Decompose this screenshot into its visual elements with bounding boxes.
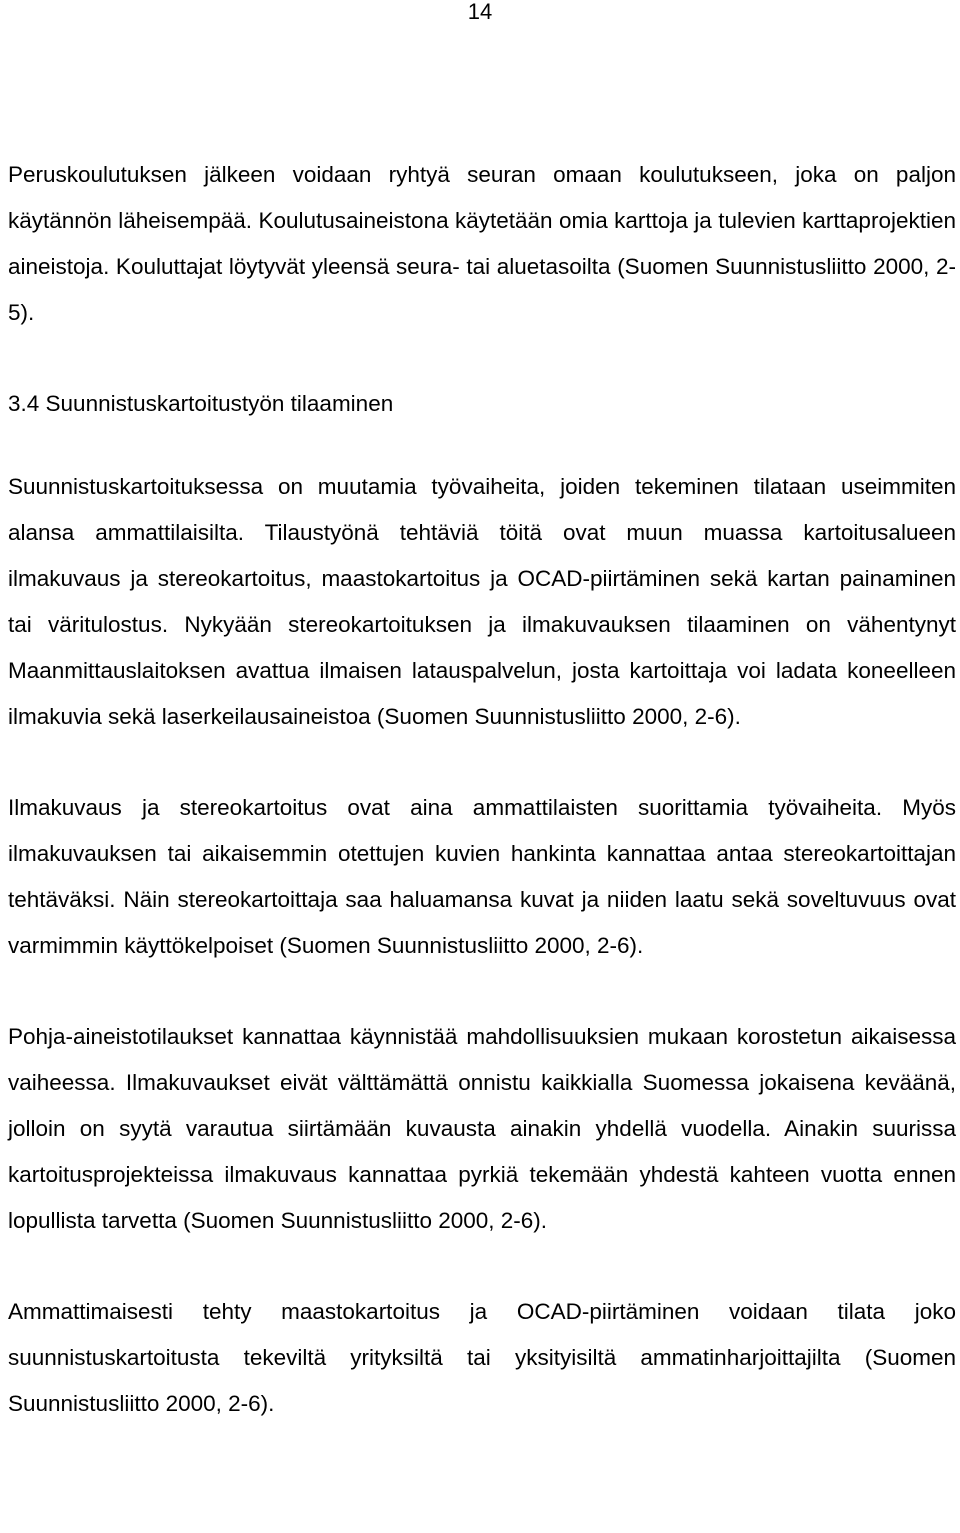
paragraph-base-material-orders: Pohja-aineistotilaukset kannattaa käynnistää mahdollisuuksien mukaan korostetun aikaisessa vaiheessa. Ilmakuvaukset eivät välttämättä onnistu kaikkialla Suomessa jokaisena keväänä, jolloin on syytä varautua siirtämään kuvausta ainakin yhdellä vuodella. Ainakin suurissa kartoitusprojekteissa ilmakuvaus kannattaa pyrkiä tekemään yhdestä kahteen vuotta ennen lopullista tarvetta (Suomen Suunnistusliitto 2000, 2-6). bbox=[8, 1024, 956, 1233]
section-heading: 3.4 Suunnistuskartoitustyön tilaaminen bbox=[8, 391, 394, 416]
paragraph-aerial-photography: Ilmakuvaus ja stereokartoitus ovat aina ammattilaisten suorittamia työvaiheita. Myös ilmakuvauksen tai aikaisemmin otettujen kuvien hankinta kannattaa antaa stereokartoittajan tehtäväksi. Näin stereokartoittaja saa haluamansa kuvat ja niiden laatu sekä soveltuvuus ovat varmimmin käyttökelpoiset (Suomen Suunnistusliitto 2000, 2-6). bbox=[8, 795, 956, 958]
paragraph-professional-mapping: Ammattimaisesti tehty maastokartoitus ja OCAD-piirtäminen voidaan tilata joko suunnistuskartoitusta tekeviltä yrityksiltä tai yksityisiltä ammatinharjoittajilta (Suomen Suunnistusliitto 2000, 2-6). bbox=[8, 1299, 956, 1416]
paragraph-training: Peruskoulutuksen jälkeen voidaan ryhtyä seuran omaan koulutukseen, joka on paljon käytännön läheisempää. Koulutusaineistona käytetään omia karttoja ja tulevien karttaprojektien aineistoja. Kouluttajat löytyvät yleensä seura- tai aluetasoilta (Suomen Suunnistusliitto 2000, 2-5). bbox=[8, 162, 956, 325]
paragraph-work-phases: Suunnistuskartoituksessa on muutamia työvaiheita, joiden tekeminen tilataan useimmiten alansa ammattilaisilta. Tilaustyönä tehtäviä töitä ovat muun muassa kartoitusalueen ilmakuvaus ja stereokartoitus, maastokartoitus ja OCAD-piirtäminen sekä kartan painaminen tai väritulostus. Nykyään stereokartoituksen ja ilmakuvauksen tilaaminen on vähentynyt Maanmittauslaitoksen avattua ilmaisen latauspalvelun, josta kartoittaja voi ladata koneelleen ilmakuvia sekä laserkeilausaineistoa (Suomen Suunnistusliitto 2000, 2-6). bbox=[8, 474, 956, 729]
document-body bbox=[8, 152, 956, 1472]
page-number: 14 bbox=[467, 0, 493, 24]
